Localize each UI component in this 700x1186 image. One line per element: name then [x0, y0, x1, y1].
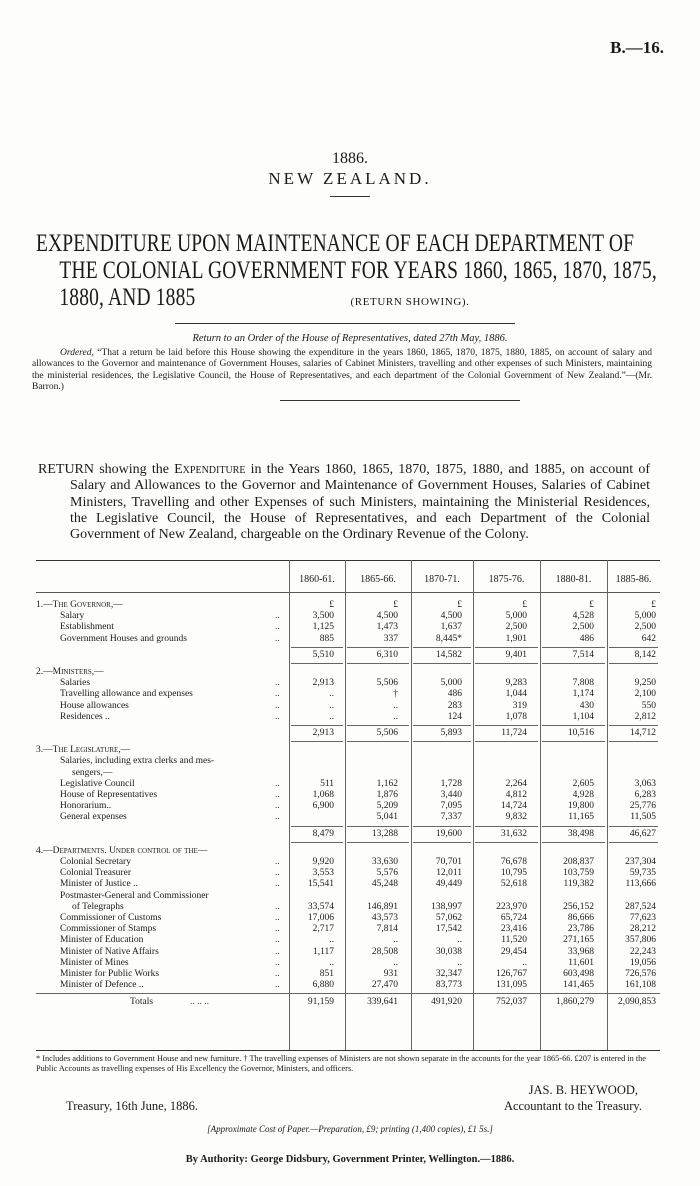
subtotal-cell: 19,600 — [435, 828, 462, 839]
table-row-label: House allowances — [60, 700, 129, 711]
subtotal-rule — [291, 842, 343, 843]
table-row-cell: 27,470 — [371, 980, 398, 991]
table-row-cell: 86,666 — [567, 913, 594, 923]
subtotal-rule — [291, 647, 343, 648]
table-row-label: Postmaster-General and Commissioner — [60, 890, 209, 901]
return-expenditure: Expenditure — [174, 462, 246, 477]
leader-dots: .. — [275, 778, 280, 789]
table-row-cell: .. — [329, 689, 334, 700]
table-header-rule — [36, 592, 660, 593]
subtotal-rule — [347, 741, 409, 742]
table-row-cell: 7,814 — [376, 924, 398, 935]
leader-dots: .. — [275, 913, 280, 923]
table-row-cell: 726,576 — [625, 969, 656, 979]
place-date: Treasury, 16th June, 1886. — [66, 1099, 199, 1113]
table-row-cell: 43,573 — [371, 913, 398, 923]
subtotal-rule — [291, 741, 343, 742]
table-row-label: Commissioner of Customs — [60, 913, 162, 923]
subtotal-cell: 8,142 — [634, 649, 656, 660]
table-row-label: Colonial Secretary — [60, 857, 131, 867]
table-row-cell: 32,347 — [435, 969, 462, 979]
grand-total-cell: 339,641 — [367, 997, 398, 1008]
footnote: * Includes additions to Government House and new furniture. † The travelling expenses of Ministers are not shown separate in the accounts for the year 1865-66. £207 is entered in the Public Accounts as travelling expenses of His Excellency the Governor, Ministers, and officers. — [36, 1054, 646, 1073]
table-row-cell: 2,913 — [312, 678, 334, 689]
table-row-label: Minister of Defence .. — [60, 980, 144, 991]
section-subheading: sengers,— — [72, 767, 113, 778]
table-row-cell: 30,038 — [435, 946, 462, 957]
table-row-cell: 271,165 — [563, 935, 594, 946]
table-row-cell: 2,717 — [312, 924, 334, 935]
table-row-cell: 5,000 — [440, 678, 462, 689]
table-row-cell: 5,209 — [376, 801, 398, 812]
table-row-cell: 9,832 — [505, 812, 527, 823]
totals-label: Totals — [130, 997, 154, 1008]
grand-total-cell: 491,920 — [431, 997, 462, 1008]
column-header-4: 1880-81. — [555, 574, 592, 585]
subtotal-rule — [347, 826, 409, 827]
table-row-cell: † — [393, 689, 398, 700]
subtotal-rule — [542, 647, 605, 648]
order-text — [32, 348, 652, 393]
column-header-1: 1865-66. — [360, 574, 396, 585]
table-row-cell: 17,006 — [307, 913, 334, 923]
table-top-rule — [36, 560, 660, 561]
table-row-cell: .. — [393, 711, 398, 722]
table-row-cell: 23,416 — [500, 924, 527, 935]
subtotal-rule — [347, 725, 409, 726]
leader-dots: .. — [275, 711, 280, 722]
table-row-cell: 4,528 — [572, 611, 594, 622]
table-row-cell: 65,724 — [500, 913, 527, 923]
table-row-label: Honorarium.. — [60, 801, 112, 812]
subtotal-rule — [542, 725, 605, 726]
leader-dots: .. — [275, 924, 280, 935]
table-row-cell: 33,630 — [371, 857, 398, 867]
table-row-cell: 2,812 — [634, 711, 656, 722]
table-row-cell: 6,880 — [312, 980, 334, 991]
table-row-label: Colonial Treasurer — [60, 868, 131, 879]
table-row-cell: 1,162 — [376, 778, 398, 789]
subtotal-cell: 38,498 — [567, 828, 594, 839]
table-row-cell: 9,920 — [312, 857, 334, 867]
table-row-cell: 11,505 — [630, 812, 656, 823]
table-row-cell: 2,500 — [505, 622, 527, 633]
table-row-cell: 283 — [447, 700, 462, 711]
leader-dots: .. — [275, 611, 280, 622]
table-row-cell: 4,500 — [376, 611, 398, 622]
table-row-cell: 7,337 — [440, 812, 462, 823]
subtotal-rule — [347, 647, 409, 648]
ordered-word: Ordered, — [60, 348, 94, 358]
subtotal-rule — [609, 842, 658, 843]
leader-dots: .. — [275, 901, 280, 912]
table-row-cell: 1,117 — [312, 946, 334, 957]
subtotal-cell: 46,627 — [629, 828, 656, 839]
table-row-cell: .. — [457, 957, 462, 968]
subtotal-cell: 6,310 — [376, 649, 398, 660]
table-row-label: Minister of Justice .. — [60, 879, 138, 890]
table-row-cell: 103,759 — [563, 868, 594, 879]
table-row-cell: 7,095 — [440, 801, 462, 812]
table-row-cell: 11,520 — [501, 935, 527, 946]
leader-dots: .. — [275, 678, 280, 689]
subtotal-rule — [542, 842, 605, 843]
table-row-cell: 931 — [383, 969, 398, 979]
subtotal-cell: 9,401 — [505, 649, 527, 660]
subtotal-rule — [609, 647, 658, 648]
table-row-cell: .. — [457, 935, 462, 946]
subtotal-cell: 2,913 — [312, 728, 334, 738]
subtotal-rule — [413, 725, 471, 726]
table-row-cell: .. — [393, 700, 398, 711]
table-row-cell: 59,735 — [629, 868, 656, 879]
table-row-cell: 237,304 — [625, 857, 656, 867]
table-row-cell: .. — [393, 957, 398, 968]
table-row-cell: 4,500 — [440, 611, 462, 622]
subtotal-rule — [475, 842, 538, 843]
table-row-cell: 1,174 — [572, 689, 594, 700]
table-row-cell: .. — [329, 711, 334, 722]
leader-dots: .. — [275, 946, 280, 957]
subtotal-rule — [475, 647, 538, 648]
table-row-cell: 146,891 — [367, 901, 398, 912]
leader-dots: .. — [275, 980, 280, 991]
table-row-cell: 57,062 — [435, 913, 462, 923]
subtotal-rule — [609, 725, 658, 726]
table-bottom-rule — [36, 1050, 660, 1051]
document-year: 1886. — [332, 150, 368, 167]
table-row-cell: .. — [329, 935, 334, 946]
table-row-label: Salary — [60, 611, 85, 622]
page-reference: B.—16. — [610, 38, 664, 57]
table-row-cell: 52,618 — [500, 879, 527, 890]
table-row-cell: 357,806 — [625, 935, 656, 946]
table-row-label: Salaries — [60, 678, 91, 689]
table-row-cell: 1,068 — [312, 790, 334, 800]
leader-dots: .. — [275, 812, 280, 823]
leader-dots: .. — [275, 879, 280, 890]
table-row-cell: 124 — [447, 711, 462, 722]
leader-dots: .. — [275, 801, 280, 812]
cost-note: [Approximate Cost of Paper.—Preparation, £9; printing (1,400 copies), £1 5s.] — [207, 1124, 493, 1134]
subtotal-cell: 10,516 — [567, 728, 594, 738]
leader-dots: .. — [275, 857, 280, 867]
column-separator — [473, 560, 474, 1050]
table-row-cell: .. — [393, 935, 398, 946]
table-row-cell: 45,248 — [371, 879, 398, 890]
return-order-line: Return to an Order of the House of Representatives, dated 27th May, 1886. — [192, 333, 508, 344]
table-row-cell: .. — [522, 957, 527, 968]
leader-dots: .. — [275, 957, 280, 968]
table-row-cell: 49,449 — [435, 879, 462, 890]
table-row-cell: 1,104 — [572, 711, 594, 722]
leader-dots: .. — [275, 633, 280, 644]
table-row-cell: 6,900 — [312, 801, 334, 812]
subtitle: (RETURN SHOWING). — [350, 296, 470, 308]
table-row-cell: 1,078 — [505, 711, 527, 722]
table-row-cell: 76,678 — [500, 857, 527, 867]
table-row-cell: 5,576 — [376, 868, 398, 879]
return-rest: in the Years 1860, 1865, 1870, 1875, 1880, and 1885, on account of Salary and Allowances to the Governor and Maintenance of Government Houses, Salaries of Cabinet Ministers, Travelling and other Expenses of such Ministers, maintaining the Ministerial Residences, the Legislative Council, the House of Representatives, and each Department of the Colonial Government of New Zealand, chargeable on the Ordinary Revenue of the Colony. — [70, 462, 650, 543]
divider — [280, 400, 520, 401]
table-row-cell: 5,000 — [505, 611, 527, 622]
table-row-label: House of Representatives — [60, 790, 158, 800]
leader-dots: .. — [275, 700, 280, 711]
subtotal-cell: 14,712 — [629, 728, 656, 738]
table-row-cell: 2,100 — [634, 689, 656, 700]
table-row-label: Minister of Education — [60, 935, 144, 946]
divider — [175, 323, 515, 324]
subtotal-cell: 11,724 — [501, 728, 527, 738]
table-row-cell: 1,876 — [376, 790, 398, 800]
table-row-cell: 5,041 — [376, 812, 398, 823]
table-row-cell: .. — [329, 957, 334, 968]
leader-dots: .. .. .. — [190, 997, 209, 1008]
currency-symbol-cell: £ — [329, 600, 334, 610]
divider — [330, 196, 370, 197]
table-row-cell: 208,837 — [563, 857, 594, 867]
table-row-cell: 2,264 — [505, 778, 527, 789]
subtotal-rule — [609, 663, 658, 664]
table-row-cell: 10,795 — [500, 868, 527, 879]
subtotal-rule — [347, 842, 409, 843]
column-header-2: 1870-71. — [424, 574, 460, 585]
leader-dots: .. — [275, 868, 280, 879]
order-body: “That a return be laid before this House showing the expenditure in the years 1860, 1865, 1870, 1875, 1880, 1885, on account of salary and allowances to the Governor and maintenance of Government Houses, salaries of Cabinet Ministers, travelling and other expenses of such Ministers, maintaining the ministerial residences, the Legislative Council, the House of Representatives, and each department of the Colonial Government of New Zealand.”—(Mr. Barron.) — [32, 348, 652, 392]
table-row-cell: 131,095 — [496, 980, 527, 991]
table-row-cell: 141,465 — [563, 980, 594, 991]
table-row-cell: 33,968 — [567, 946, 594, 957]
table-row-cell: 11,165 — [568, 812, 594, 823]
table-row-cell: 33,574 — [307, 901, 334, 912]
subtotal-cell: 5,893 — [440, 728, 462, 738]
table-row-cell: 287,524 — [625, 901, 656, 912]
column-header-3: 1875-76. — [488, 574, 525, 585]
grand-total-cell: 752,037 — [496, 997, 527, 1008]
subtotal-rule — [609, 826, 658, 827]
subtotal-rule — [475, 826, 538, 827]
table-row-label: of Telegraphs — [72, 901, 124, 912]
grand-total-cell: 2,090,853 — [618, 997, 656, 1008]
table-row-cell: 9,250 — [634, 678, 656, 689]
table-row-cell: 8,445* — [435, 633, 462, 644]
table-row-cell: 6,283 — [634, 790, 656, 800]
table-row-cell: 4,812 — [505, 790, 527, 800]
title-line-3: 1880, AND 1885 — [59, 284, 196, 311]
table-row-cell: 5,506 — [376, 678, 398, 689]
currency-symbol-cell: £ — [457, 600, 462, 610]
subtotal-rule — [542, 826, 605, 827]
table-row-cell: 28,508 — [371, 946, 398, 957]
table-row-cell: 113,666 — [625, 879, 656, 890]
table-row-cell: 25,776 — [629, 801, 656, 812]
currency-symbol-cell: £ — [589, 600, 594, 610]
currency-symbol-cell: £ — [651, 600, 656, 610]
subtotal-rule — [291, 663, 343, 664]
subtotal-rule — [542, 741, 605, 742]
table-row-cell: 885 — [319, 633, 334, 644]
table-row-cell: 1,044 — [505, 689, 527, 700]
table-row-cell: 1,728 — [440, 778, 462, 789]
table-row-cell: 486 — [579, 633, 594, 644]
country-heading: NEW ZEALAND. — [268, 169, 432, 188]
subtotal-rule — [413, 647, 471, 648]
column-separator — [345, 560, 346, 1050]
table-row-cell: 223,970 — [496, 901, 527, 912]
table-row-cell: 1,637 — [440, 622, 462, 633]
subtotal-cell: 8,479 — [312, 828, 334, 839]
table-row-label: General expenses — [60, 812, 127, 823]
table-row-cell: 511 — [320, 778, 334, 789]
column-header-5: 1885-86. — [615, 574, 652, 585]
table-row-cell: 2,500 — [634, 622, 656, 633]
table-row-cell: 19,800 — [567, 801, 594, 812]
table-row-cell: 2,605 — [572, 778, 594, 789]
return-showing: showing the — [99, 462, 169, 477]
table-row-cell: 5,000 — [634, 611, 656, 622]
table-row-label: Minister for Public Works — [60, 969, 160, 979]
grand-total-cell: 91,159 — [307, 997, 334, 1008]
table-row-cell: 161,108 — [625, 980, 656, 991]
column-separator — [540, 560, 541, 1050]
column-separator — [411, 560, 412, 1050]
currency-symbol-cell: £ — [522, 600, 527, 610]
subtotal-cell: 5,506 — [376, 728, 398, 738]
title-line-2: THE COLONIAL GOVERNMENT FOR YEARS 1860, 1865, 1870, 1875, — [59, 257, 657, 284]
table-row-cell: 1,125 — [312, 622, 334, 633]
leader-dots: .. — [275, 790, 280, 800]
table-row-label: Minister of Mines — [60, 957, 129, 968]
subtotal-rule — [475, 725, 538, 726]
table-row-cell: 3,440 — [440, 790, 462, 800]
table-row-cell: 550 — [641, 700, 656, 711]
table-row-cell: 1,473 — [376, 622, 398, 633]
table-row-cell: 83,773 — [435, 980, 462, 991]
subtotal-rule — [475, 663, 538, 664]
section-subheading: Salaries, including extra clerks and mes- — [60, 756, 215, 767]
table-row-cell: 138,997 — [431, 901, 462, 912]
grand-total-cell: 1,860,279 — [556, 997, 594, 1008]
subtotal-rule — [542, 663, 605, 664]
subtotal-cell: 5,510 — [312, 649, 334, 660]
signer-name: JAS. B. HEYWOOD, — [528, 1083, 638, 1097]
table-row-cell: 23,786 — [567, 924, 594, 935]
column-header-0: 1860-61. — [299, 574, 335, 585]
section-heading-3: 3.—The Legislature,— — [36, 745, 131, 756]
subtotal-cell: 31,632 — [500, 828, 527, 839]
subtotal-cell: 14,582 — [435, 649, 462, 660]
table-row-cell: 70,701 — [435, 857, 462, 867]
table-row-cell: 29,454 — [500, 946, 527, 957]
leader-dots: .. — [275, 689, 280, 700]
table-row-cell: 603,498 — [563, 969, 594, 979]
table-row-cell: 28,212 — [629, 924, 656, 935]
table-row-cell: 17,542 — [435, 924, 462, 935]
table-row-cell: 11,601 — [568, 957, 594, 968]
table-row-cell: 430 — [579, 700, 594, 711]
table-row-cell: 119,382 — [563, 879, 594, 890]
return-paragraph — [38, 462, 650, 543]
table-row-label: Legislative Council — [60, 778, 135, 789]
table-row-cell: 486 — [447, 689, 462, 700]
section-heading-4: 4.—Departments. Under control of the— — [36, 845, 208, 856]
section-heading-2: 2.—Ministers,— — [36, 667, 104, 677]
subtotal-rule — [291, 725, 343, 726]
subtotal-rule — [475, 741, 538, 742]
leader-dots: .. — [275, 935, 280, 946]
subtotal-rule — [291, 826, 343, 827]
table-row-cell: 319 — [512, 700, 527, 711]
table-row-cell: 12,011 — [436, 868, 462, 879]
title-line-1: EXPENDITURE UPON MAINTENANCE OF EACH DEPARTMENT OF — [36, 230, 635, 257]
table-row-cell: 642 — [641, 633, 656, 644]
subtotal-rule — [413, 663, 471, 664]
table-row-label: Government Houses and grounds — [60, 633, 187, 644]
table-row-cell: 3,500 — [312, 611, 334, 622]
table-row-cell: 19,056 — [629, 957, 656, 968]
leader-dots: .. — [275, 969, 280, 979]
return-lead: RETURN — [38, 462, 94, 477]
table-row-cell: 337 — [383, 633, 398, 644]
subtotal-cell: 13,288 — [371, 828, 398, 839]
printer-authority: By Authority: George Didsbury, Government Printer, Wellington.—1886. — [185, 1154, 515, 1165]
signer-title: Accountant to the Treasury. — [503, 1099, 642, 1113]
subtotal-rule — [609, 741, 658, 742]
section-heading-1: 1.—The Governor,— — [36, 600, 123, 610]
table-row-label: Establishment — [60, 622, 114, 633]
subtotal-rule — [347, 663, 409, 664]
table-row-cell: 256,152 — [563, 901, 594, 912]
table-row-cell: 15,541 — [307, 879, 334, 890]
table-row-cell: 77,623 — [629, 913, 656, 923]
table-row-cell: 126,767 — [496, 969, 527, 979]
leader-dots: .. — [275, 622, 280, 633]
table-row-cell: 7,808 — [572, 678, 594, 689]
table-row-cell: 3,553 — [312, 868, 334, 879]
table-row-label: Travelling allowance and expenses — [60, 689, 193, 700]
table-row-cell: 14,724 — [500, 801, 527, 812]
subtotal-cell: 7,514 — [572, 649, 594, 660]
table-row-cell: 4,928 — [572, 790, 594, 800]
table-row-cell: 2,500 — [572, 622, 594, 633]
table-row-cell: 3,063 — [634, 778, 656, 789]
subtotal-rule — [413, 842, 471, 843]
totals-rule — [36, 993, 660, 994]
currency-symbol-cell: £ — [393, 600, 398, 610]
table-row-label: Minister of Native Affairs — [60, 946, 159, 957]
table-row-cell: .. — [329, 700, 334, 711]
table-row-label: Residences .. — [60, 711, 110, 722]
table-row-cell: 851 — [319, 969, 334, 979]
subtotal-rule — [413, 826, 471, 827]
table-row-cell: 1,901 — [505, 633, 527, 644]
table-row-cell: 9,283 — [505, 678, 527, 689]
table-row-label: Commissioner of Stamps — [60, 924, 157, 935]
subtotal-rule — [413, 741, 471, 742]
table-row-cell: 22,243 — [629, 946, 656, 957]
